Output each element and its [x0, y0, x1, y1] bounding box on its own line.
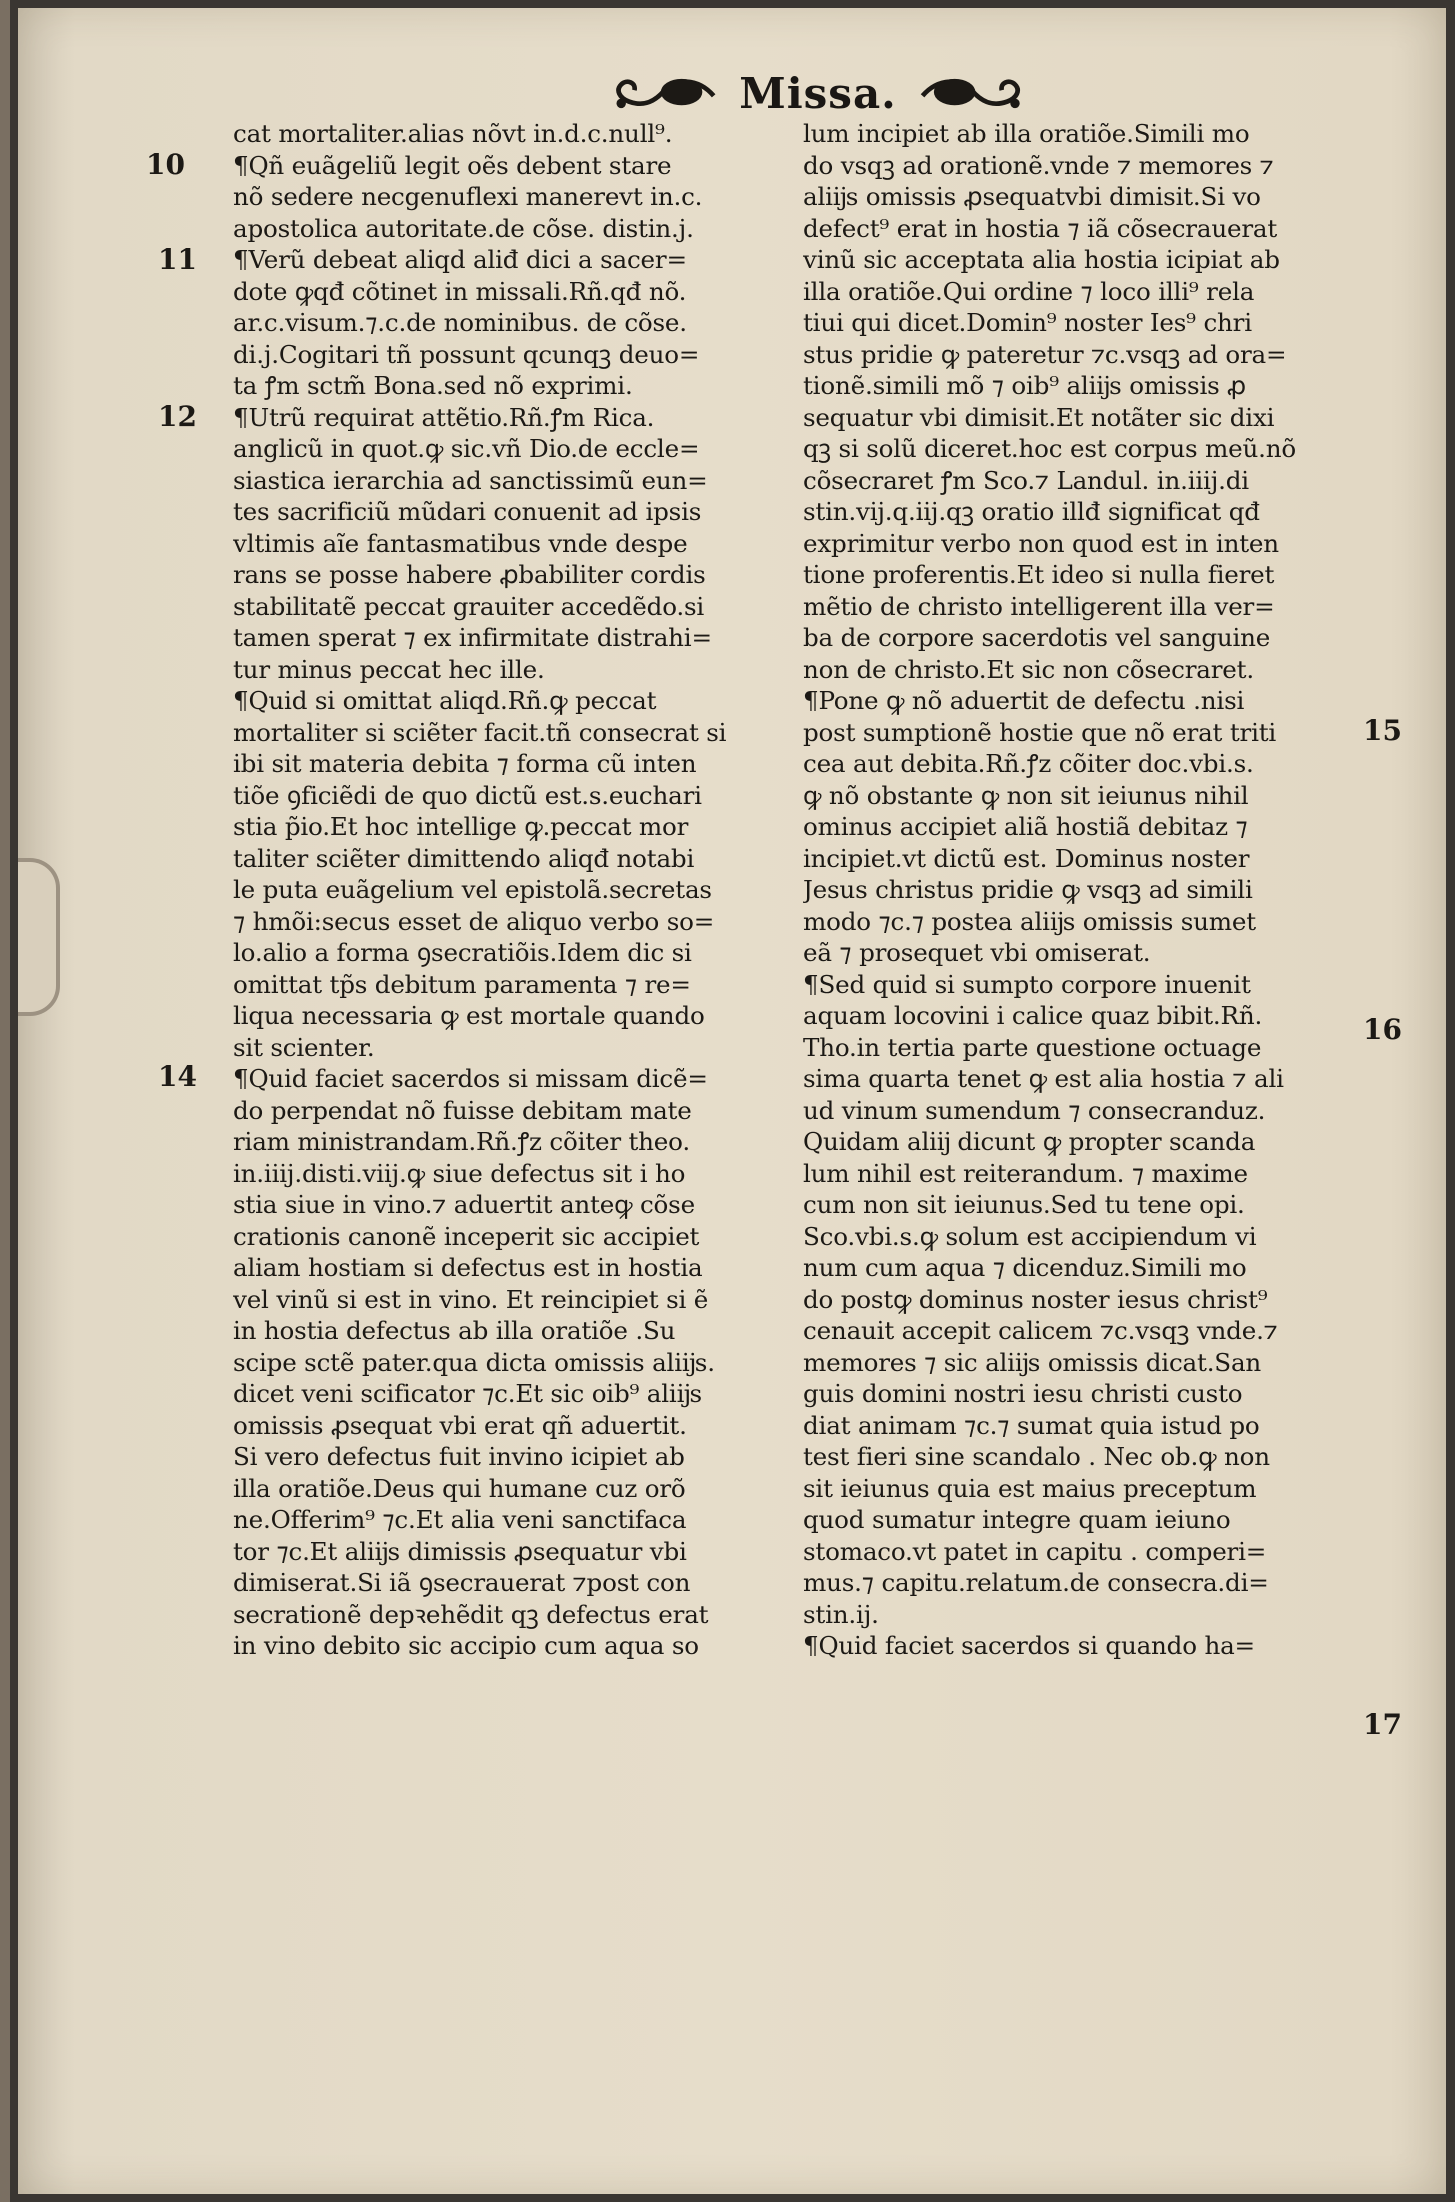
text-line: anglicũ in quot.ꝙ sic.vñ Dio.de eccle= [233, 434, 700, 463]
text-line: ta ꝭm sctm̃ Bona.sed nõ exprimi. [233, 371, 633, 400]
text-line: vinũ sic acceptata alia hostia icipiat ab [803, 245, 1280, 274]
text-line: tes sacrificiũ mũdari conuenit ad ipsis [233, 497, 702, 526]
text-line: do perpendat nõ fuisse debitam mate [233, 1095, 692, 1125]
text-line: qꝫ si solũ diceret.hoc est corpus meũ.nõ [803, 434, 1296, 463]
text-line: Jesus christus pridie ꝙ vsqꝫ ad simili [803, 875, 1253, 904]
margin-number: 17 [1363, 1708, 1402, 1741]
text-line: aliĳs omissis ꝓsequatvbi dimisit.Si vo [803, 182, 1261, 211]
text-line: ba de corpore sacerdotis vel sanguine [803, 623, 1271, 652]
text-line: exprimitur verbo non quod est in inten [803, 528, 1279, 558]
text-line: in.iiij.disti.viij.ꝙ siue defectus sit i ho [233, 1158, 686, 1188]
text-line: memores ⁊ sic aliĳs omissis dicat.San [803, 1347, 1262, 1377]
margin-number: 16 [1363, 1013, 1402, 1046]
text-line: ¶Sed quid si sumpto corpore inuenit [803, 969, 1251, 999]
text-line: stia siue in vino.⁊ aduertit anteꝙ cõse [233, 1190, 695, 1219]
text-line: secrationẽ depꝛehẽdit qꝫ defectus erat [233, 1599, 709, 1629]
text-line: mortaliter si sciẽter facit.tñ consecrat si [233, 717, 727, 747]
text-line: cenauit accepit calicem ⁊c.vsqꝫ vnde.⁊ [803, 1316, 1278, 1345]
text-line: illa oratiõe.Qui ordine ⁊ loco illi⁹ rela [803, 276, 1255, 306]
margin-number: 14 [158, 1060, 197, 1093]
text-line: aquam locovini i calice quaz bibit.Rñ. [803, 1001, 1263, 1030]
text-line: rans se posse habere ꝓbabiliter cordis [233, 560, 706, 589]
text-line: vel vinũ si est in vino. Et reincipiet si ẽ [233, 1284, 709, 1314]
text-line: ⁊ hmõi:secus esset de aliquo verbo so= [233, 906, 715, 936]
text-line: diat animam ⁊c.⁊ sumat quia istud po [803, 1410, 1260, 1440]
text-line: cõsecraret ꝭm Sco.⁊ Landul. in.iiij.di [803, 465, 1249, 495]
text-line: incipiet.vt dictũ est. Dominus noster [803, 843, 1250, 873]
text-line: mẽtio de christo intelligerent illa ver= [803, 591, 1275, 621]
text-line: sima quarta tenet ꝙ est alia hostia ⁊ ali [803, 1064, 1284, 1093]
text-line: lo.alio a forma ꝯsecratiõis.Idem dic si [233, 938, 692, 967]
text-line: tur minus peccat hec ille. [233, 654, 545, 684]
page-title: Missa. [739, 68, 897, 118]
text-line: apostolica autoritate.de cõse. distin.j. [233, 213, 694, 243]
text-line: ominus accipiet aliã hostiã debitaz ⁊ [803, 812, 1248, 841]
book-page [18, 8, 1446, 2194]
text-line: stin.ij. [803, 1599, 879, 1629]
text-line: eã ⁊ prosequet vbi omiserat. [803, 938, 1151, 967]
margin-number: 10 [146, 148, 185, 181]
text-line: illa oratiõe.Deus qui humane cuz orõ [233, 1473, 686, 1503]
ornament-left-icon [608, 68, 721, 118]
text-line: dimiserat.Si iã ꝯsecrauerat ⁊post con [233, 1568, 691, 1597]
text-line: ¶Utrũ requirat attẽtio.Rñ.ꝭm Rica. [233, 402, 655, 432]
text-line: mus.⁊ capitu.relatum.de consecra.di= [803, 1568, 1269, 1597]
book-gutter [0, 0, 10, 2202]
text-line: liqua necessaria ꝙ est mortale quando [233, 1001, 705, 1030]
text-line: sit ieiunus quia est maius preceptum [803, 1473, 1257, 1503]
text-line: scipe sctẽ pater.qua dicta omissis aliĳs. [233, 1347, 715, 1377]
text-line: lum nihil est reiterandum. ⁊ maxime [803, 1158, 1248, 1188]
text-line: di.j.Cogitari tñ possunt qcunqꝫ deuo= [233, 339, 700, 369]
text-line: omittat tp̃s debitum paramenta ⁊ re= [233, 969, 691, 999]
text-line: test fieri sine scandalo . Nec ob.ꝙ non [803, 1442, 1270, 1471]
margin-number: 12 [158, 400, 197, 433]
text-line: ¶Verũ debeat aliqd aliđ dici a sacer= [233, 245, 687, 274]
text-line: ar.c.visum.⁊.c.de nominibus. de cõse. [233, 308, 687, 337]
text-line: aliam hostiam si defectus est in hostia [233, 1253, 703, 1282]
text-line: lum incipiet ab illa oratiõe.Simili mo [803, 119, 1250, 148]
text-line: ¶Quid faciet sacerdos si missam dicẽ= [233, 1064, 708, 1093]
text-line: defect⁹ erat in hostia ⁊ iã cõsecrauerat [803, 213, 1278, 243]
text-line: stus pridie ꝙ pateretur ⁊c.vsqꝫ ad ora= [803, 339, 1287, 369]
left-text-column [233, 118, 793, 1662]
text-line: Sco.vbi.s.ꝙ solum est accipiendum vi [803, 1221, 1257, 1251]
text-line: tionẽ.simili mõ ⁊ oib⁹ aliĳs omissis ꝓ [803, 371, 1247, 400]
text-line: ꝙ nõ obstante ꝙ non sit ieiunus nihil [803, 780, 1249, 810]
text-line: stia p̃io.Et hoc intellige ꝙ.peccat mor [233, 812, 689, 841]
text-line: siastica ierarchia ad sanctissimũ eun= [233, 465, 708, 495]
text-line: sequatur vbi dimisit.Et notãter sic dixi [803, 402, 1275, 432]
text-line: tamen sperat ⁊ ex infirmitate distrahi= [233, 623, 712, 652]
text-line: Tho.in tertia parte questione octuage [803, 1032, 1262, 1062]
text-line: tiõe ꝯficiẽdi de quo dictũ est.s.euchari [233, 780, 702, 810]
text-line: ¶Quid faciet sacerdos si quando ha= [803, 1631, 1255, 1660]
text-line: vltimis aĩe fantasmatibus vnde despe [233, 528, 688, 558]
ornament-right-icon [915, 68, 1028, 118]
text-line: ¶Quid si omittat aliqd.Rñ.ꝙ peccat [233, 686, 657, 715]
text-line: cum non sit ieiunus.Sed tu tene opi. [803, 1190, 1245, 1219]
text-line: ud vinum sumendum ⁊ consecranduz. [803, 1095, 1266, 1125]
text-line: post sumptionẽ hostie que nõ erat triti [803, 717, 1277, 747]
text-line: ¶Pone ꝙ nõ aduertit de defectu .nisi [803, 686, 1245, 715]
text-line: ne.Offerim⁹ ⁊c.Et alia veni sanctifaca [233, 1505, 687, 1534]
text-line: stabilitatẽ peccat grauiter accedẽdo.si [233, 591, 705, 621]
text-line: cea aut debita.Rñ.ꝭz cõiter doc.vbi.s. [803, 749, 1254, 778]
text-line: omissis ꝓsequat vbi erat qñ aduertit. [233, 1410, 687, 1440]
text-line: guis domini nostri iesu christi custo [803, 1379, 1243, 1408]
text-line: nõ sedere necgenuflexi manerevt in.c. [233, 182, 703, 211]
text-line: riam ministrandam.Rñ.ꝭz cõiter theo. [233, 1127, 690, 1156]
text-line: stomaco.vt patet in capitu . comperi= [803, 1536, 1267, 1566]
text-line: ¶Qñ euãgeliũ legit oẽs debent stare [233, 150, 672, 180]
right-text-column [803, 118, 1358, 1662]
text-line: crationis canonẽ inceperit sic accipiet [233, 1221, 700, 1251]
text-line: le puta euãgelium vel epistolã.secretas [233, 875, 712, 904]
text-line: dote ꝙqđ cõtinet in missali.Rñ.qđ nõ. [233, 276, 687, 306]
text-line: in hostia defectus ab illa oratiõe .Su [233, 1316, 676, 1345]
text-line: Quidam aliĳ dicunt ꝙ propter scanda [803, 1127, 1256, 1156]
text-line: in vino debito sic accipio cum aqua so [233, 1631, 699, 1660]
text-line: do vsqꝫ ad orationẽ.vnde ⁊ memores ⁊ [803, 150, 1274, 180]
text-line: tione proferentis.Et ideo si nulla fieret [803, 560, 1275, 589]
text-line: do postꝙ dominus noster iesus christ⁹ [803, 1284, 1268, 1314]
text-line: cat mortaliter.alias nõvt in.d.c.null⁹. [233, 119, 673, 148]
margin-number: 15 [1363, 714, 1402, 747]
text-line: quod sumatur integre quam ieiuno [803, 1505, 1231, 1534]
text-line: stin.vij.q.iij.qꝫ oratio illđ significat qđ [803, 497, 1260, 526]
text-line: num cum aqua ⁊ dicenduz.Simili mo [803, 1253, 1247, 1282]
text-line: dicet veni scificator ⁊c.Et sic oib⁹ aliĳs [233, 1379, 702, 1408]
text-line: tor ⁊c.Et aliĳs dimissis ꝓsequatur vbi [233, 1536, 687, 1566]
text-line: modo ⁊c.⁊ postea aliĳs omissis sumet [803, 906, 1256, 936]
text-line: tiui qui dicet.Domin⁹ noster Ies⁹ chri [803, 308, 1252, 337]
page-tab-marker [18, 858, 60, 1016]
text-line: ibi sit materia debita ⁊ forma cũ inten [233, 749, 697, 778]
text-line: non de christo.Et sic non cõsecraret. [803, 654, 1254, 684]
text-line: sit scienter. [233, 1032, 375, 1062]
margin-number: 11 [158, 243, 197, 276]
text-line: taliter sciẽter dimittendo aliqđ notabi [233, 843, 695, 873]
text-line: Si vero defectus fuit invino icipiet ab [233, 1442, 685, 1471]
